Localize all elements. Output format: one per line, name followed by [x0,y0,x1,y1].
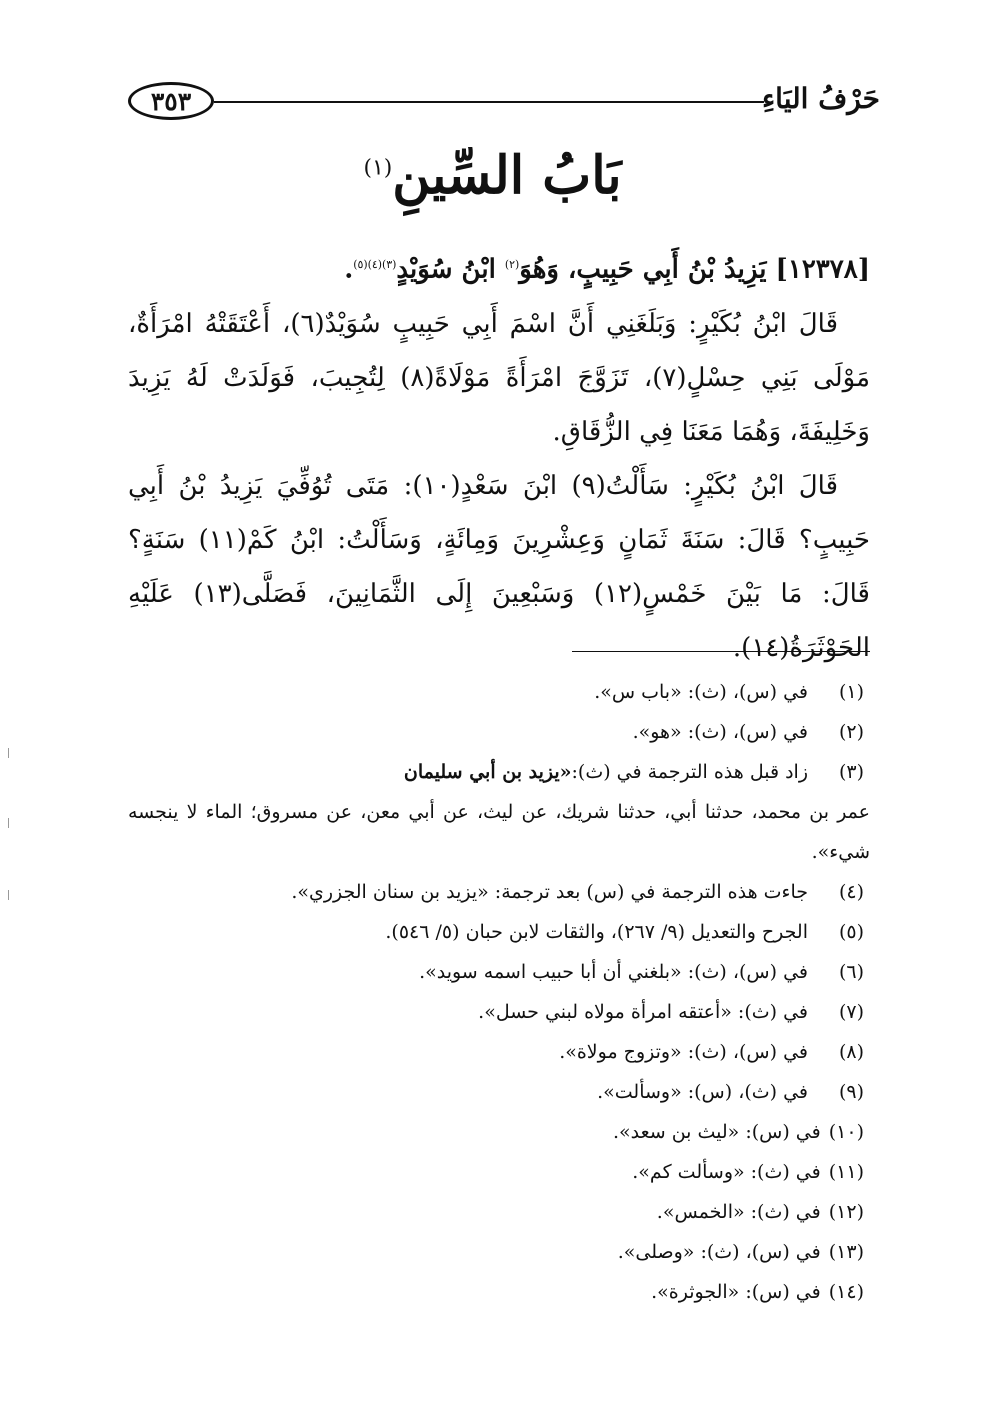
footnote-separator [572,651,870,652]
footnote-text: في (ث): «وسألت كم». [632,1161,821,1183]
margin-mark [8,818,9,828]
footnote-text: في (س)، (ث): «وتزوج مولاة». [559,1041,808,1063]
footnote-ref: (١) [363,155,393,181]
footnote-text: في (س)، (ث): «بلغني أن أبا حبيب اسمه سويد». [419,961,808,983]
entry-name: يَزِيدُ بْنُ أَبِي حَبِيبٍ، وَهُوَ [519,254,767,285]
footnote-number: (٧) [838,1001,864,1023]
chapter-title-text: بَابُ السِّينِ [392,145,622,206]
footnotes [128,672,870,1312]
footnote [128,1112,870,1152]
footnote-number: (٩) [838,1081,864,1103]
footnote [128,952,870,992]
footnote [128,1192,870,1232]
footnote-ref: (٢) [504,258,520,271]
footnote-number: (٨) [838,1041,864,1063]
footnote [128,1032,870,1072]
footnote-number: (٢) [838,721,864,743]
footnote-text: زاد قبل هذه الترجمة في (ث): [571,761,808,783]
footnote-number: (٥) [838,921,864,943]
margin-mark [8,748,9,758]
footnote-text: الجرح والتعديل (٩/ ٢٦٧)، والثقات لابن حبان (٥/ ٥٤٦). [385,921,808,943]
footnote-text: في (ث): «الخمس». [656,1201,821,1223]
footnote [128,672,870,712]
footnote-text: في (س)، (ث): «وصلى». [617,1241,821,1263]
running-header [128,82,880,122]
entry-name-2: ابْنُ سُوَيْدٍ [396,254,496,285]
footnote-number: (٤) [838,881,864,903]
footnote-number: (١٠) [828,1121,864,1143]
footnote [128,752,870,792]
footnote-number: (٦) [838,961,864,983]
footnote [128,992,870,1032]
margin-mark [8,890,9,900]
footnote-text: في (س)، (ث): «هو». [632,721,808,743]
footnote-continuation: عمر بن محمد، حدثنا أبي، حدثنا شريك، عن ليث، عن أبي معن، عن مسروق؛ الماء لا ينجسه شيء». [128,801,870,863]
footnote-number: (١٣) [828,1241,864,1263]
footnote-number: (٣) [838,761,864,783]
paragraph-2: قَالَ ابْنُ بُكَيْرٍ: سَأَلْتُ(٩) ابْنَ سَعْدٍ(١٠): مَتَى تُوُفِّيَ يَزِيدُ بْنُ أَبِي حَبِيبٍ؟ قَالَ: سَنَةَ ثَمَانٍ وَعِشْرِينَ وَمِائَةٍ، وَسَأَلْتُ: ابْنُ كَمْ(١١) سَنَةٍ؟ قَالَ: مَا بَيْنَ خَمْسٍ(١٢) وَسَبْعِينَ إِلَى الثَّمَانِينَ، فَصَلَّى(١٣) عَلَيْهِ الحَوْثَرَةُ(١٤). [128,470,871,663]
footnote [128,1072,870,1112]
footnote [128,1152,870,1192]
entry-end: . [344,254,354,285]
footnote-text: في (ث): «أعتقه امرأة مولاه لبني حسل». [478,1001,808,1023]
footnote-text: في (ث)، (س): «وسألت». [597,1081,808,1103]
chapter-title [0,145,985,206]
footnote [128,872,870,912]
footnote-text: في (س): «الجوثرة». [651,1281,821,1303]
paragraph-1: قَالَ ابْنُ بُكَيْرٍ: وَبَلَغَنِي أَنَّ اسْمَ أَبِي حَبِيبٍ سُوَيْدٌ(٦)، أَعْتَقَتْهُ امْرَأَةٌ، مَوْلَى بَنِي حِسْلٍ(٧)، تَزَوَّجَ امْرَأَةً مَوْلَاةً(٨) لِتُجِيبَ، فَوَلَدَتْ لَهُ يَزِيدَ وَخَلِيفَةَ، وَهُمَا مَعَنَا فِي الزُّقَاقِ. [128,308,870,447]
entry-number: [١٢٣٧٨] [775,254,870,285]
footnote [128,712,870,752]
page-number: ٣٥٣ [128,82,214,120]
main-text [128,238,870,675]
entry-heading [128,238,870,297]
footnote-text: جاءت هذه الترجمة في (س) بعد ترجمة: «يزيد بن سنان الجزري». [291,881,808,903]
footnote-number: (١٢) [828,1201,864,1223]
header-rule [214,101,764,103]
footnote-bold-text: «يزيد بن أبي سليمان [403,761,572,783]
footnote-number: (١) [838,681,864,703]
footnote-text: في (س): «ليث بن سعد». [612,1121,821,1143]
footnote [128,912,870,952]
footnote-ref: (٣)(٤)(٥) [353,258,397,271]
footnote-number: (١٤) [828,1281,864,1303]
footnote-number: (١١) [828,1161,864,1183]
footnote [128,1232,870,1272]
footnote-text: في (س)، (ث): «باب س». [594,681,808,703]
section-title: حَرْفُ اليَاءِ [762,82,880,115]
footnote [128,1272,870,1312]
